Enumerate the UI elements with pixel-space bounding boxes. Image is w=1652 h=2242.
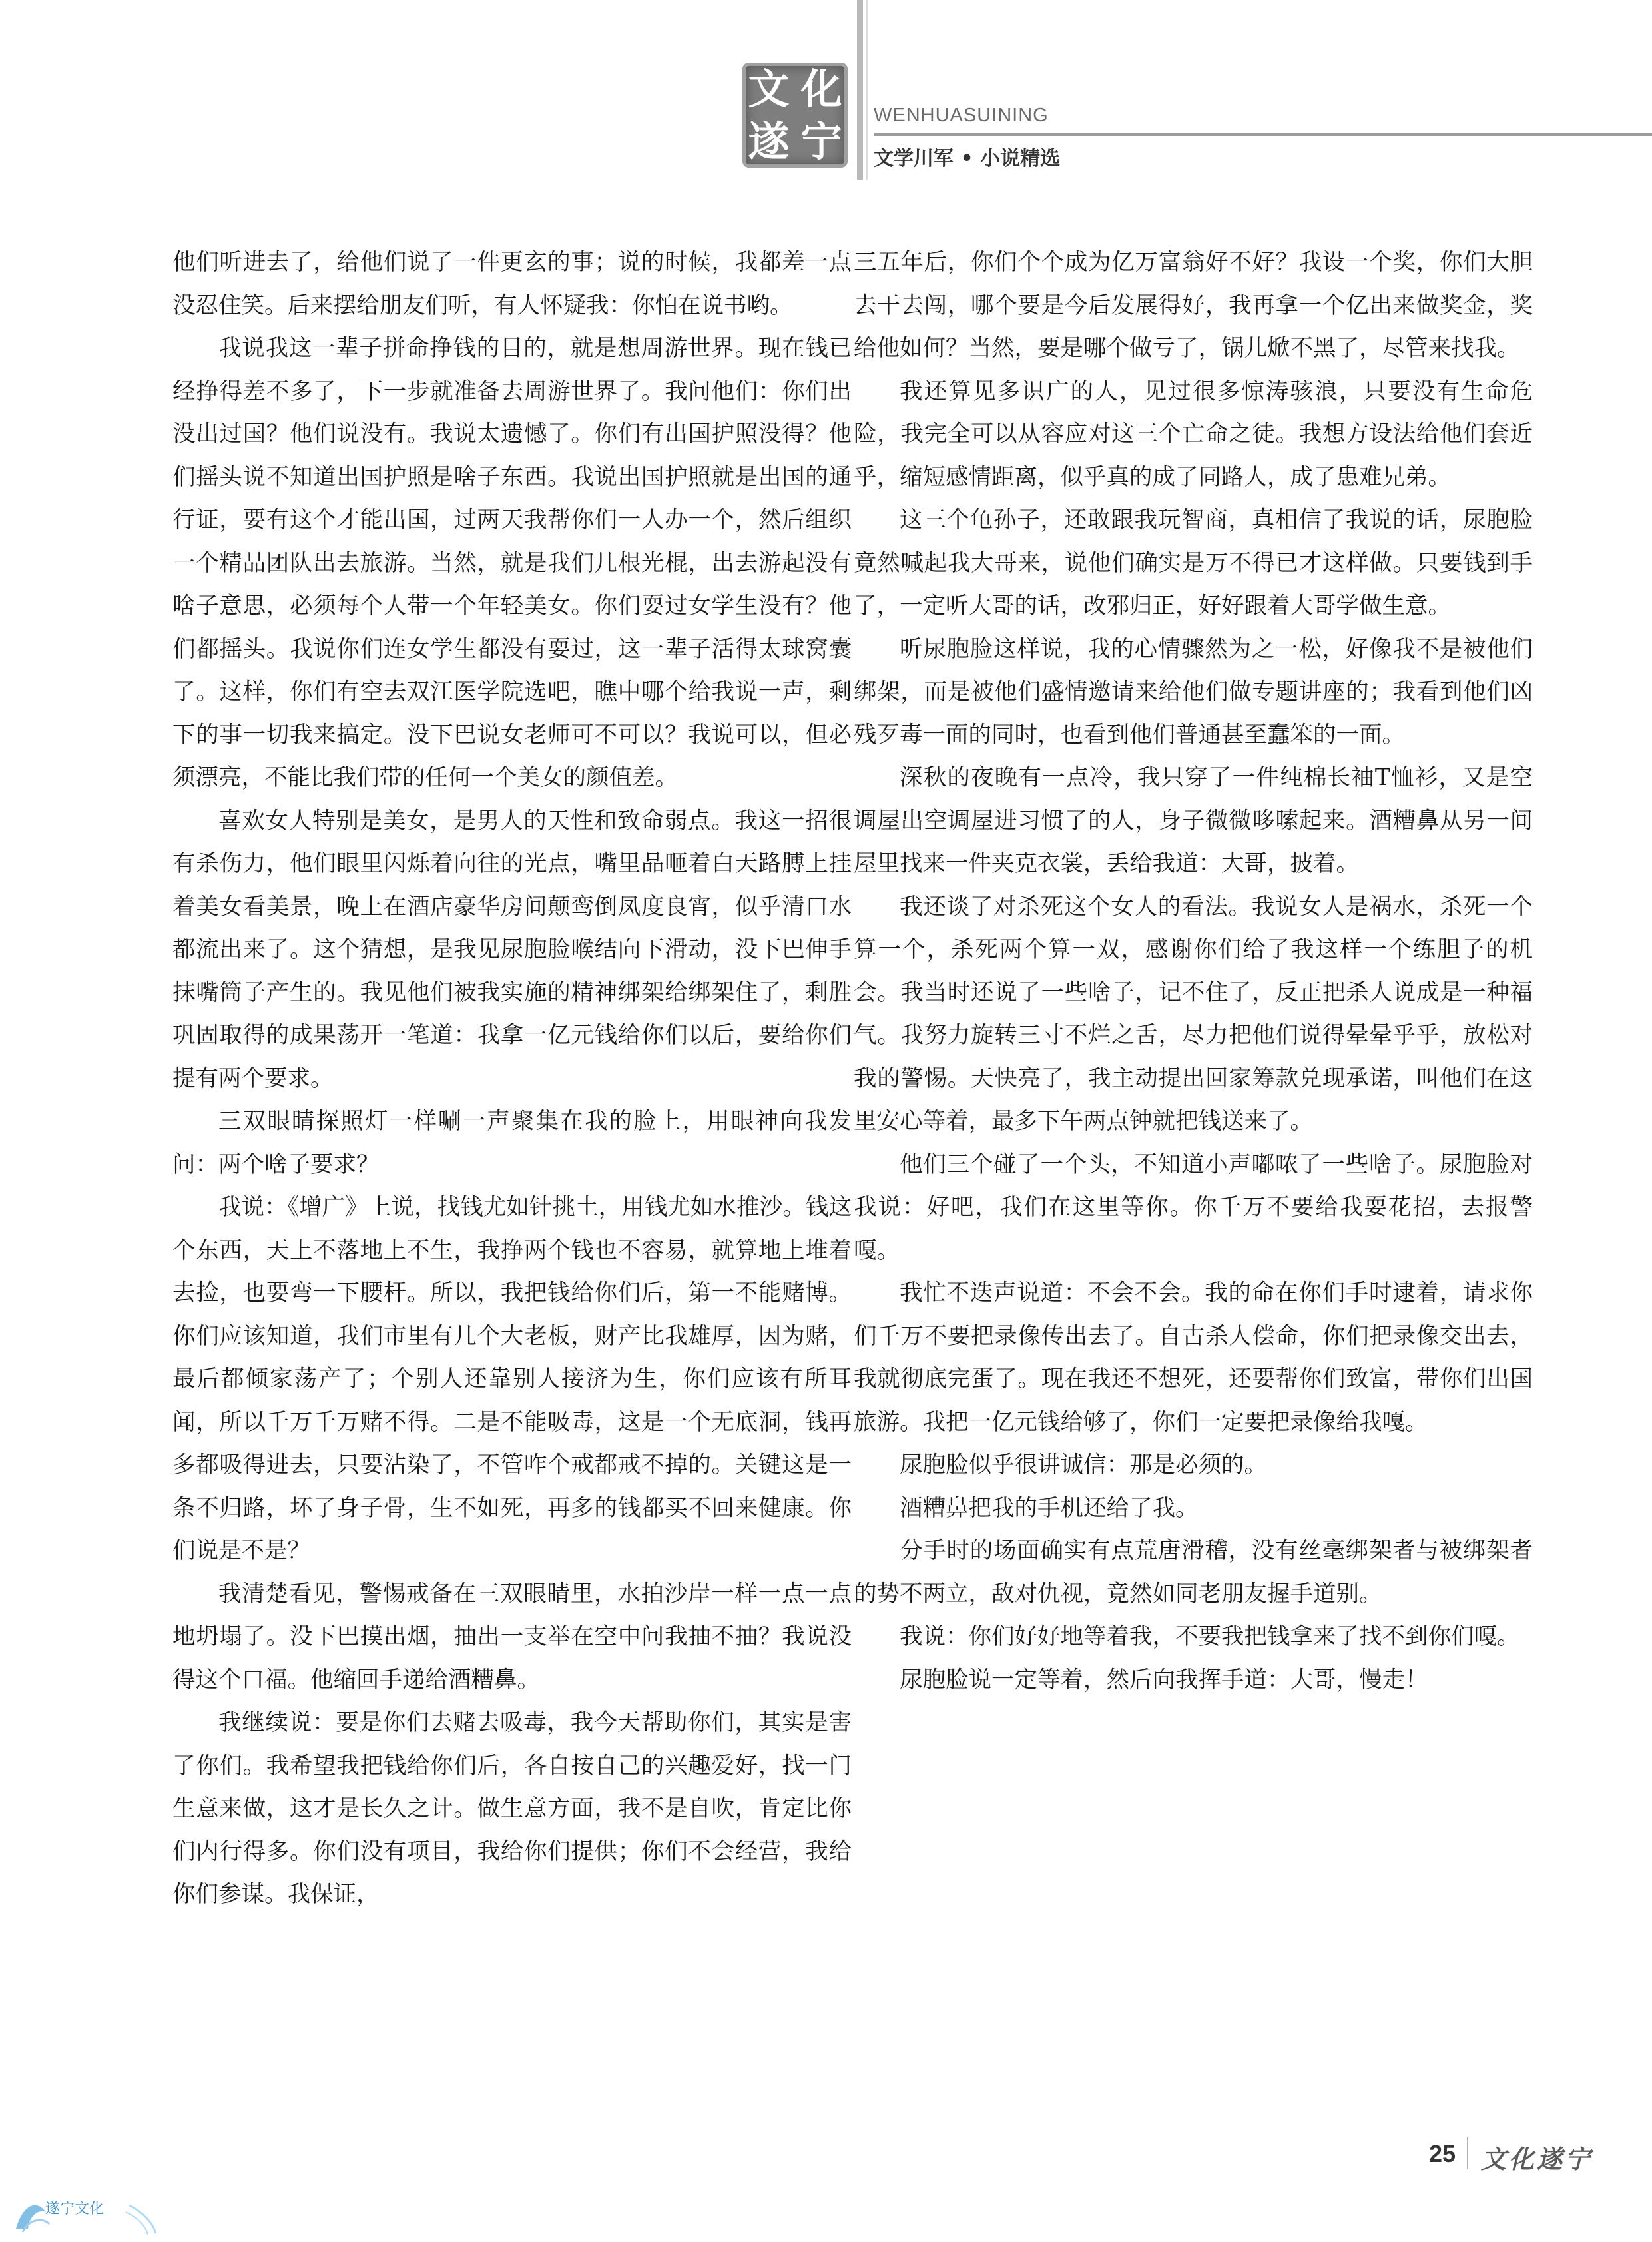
paragraph: 我清楚看见，警惕戒备在三双眼睛里，水拍沙岸一样一点一点地坍塌了。没下巴摸出烟，抽出一支举在空中问我抽不抽？我说没得这个口福。他缩回手递给酒糟鼻。 [172,1580,852,1693]
logo-char: 化 [800,65,842,113]
left-column [172,241,852,1916]
paragraph: 尿胞脸说一定等着，然后向我挥手道：大哥，慢走！ [900,1666,1428,1693]
footer-divider [1467,2137,1468,2169]
paragraph: 他们三个碰了一个头，不知道小声嘟哝了一些啥子。尿胞脸对我说：好吧，我们在这里等你。你千万不要给我耍花招，去报警嘎。 [854,1151,1533,1264]
logo-char: 文 [748,65,790,113]
footer-brand: 文化遂宁 [1481,2144,1593,2174]
page-number: 25 [1429,2140,1456,2167]
watermark-text: 遂宁文化 [45,2201,105,2217]
paragraph: 我还谈了对杀死这个女人的看法。我说女人是祸水，杀死一个算一个，杀死两个算一双，感谢你们给了我这样一个练胆子的机会。我当时还说了一些啥子，记不住了，反正把杀人说成是一种福气。我努力旋转三寸不烂之舌，尽力把他们说得晕晕乎乎，放松对我的警惕。天快亮了，我主动提出回家筹款兑现承诺，叫他们在这里安心等着，最多下午两点钟就把钱送来了。 [854,893,1533,1135]
logo-seal [742,63,848,168]
paragraph: 我说：《增广》上说，找钱尤如针挑土，用钱尤如水推沙。钱这个东西，天上不落地上不生，我挣两个钱也不容易，就算地上堆着去捡，也要弯一下腰杆。所以，我把钱给你们后，第一不能赌博。你们应该知道，我们市里有几个大老板，财产比我雄厚，因为赌，最后都倾家荡产了；个别人还靠别人接济为生，你们应该有所耳闻，所以千万千万赌不得。二是不能吸毒，这是一个无底洞，钱再多都吸得进去，只要沾染了，不管咋个戒都戒不掉的。关键这是一条不归路，坏了身子骨，生不如死，再多的钱都买不回来健康。你们说是不是？ [172,1194,852,1564]
header-title-en: WENHUASUINING [874,105,1049,126]
paragraph: 我说我这一辈子拼命挣钱的目的，就是想周游世界。现在钱已经挣得差不多了，下一步就准备去周游世界了。我问他们：你们出没出过国？他们说没有。我说太遗憾了。你们有出国护照没得？他们摇头说不知道出国护照是啥子东西。我说出国护照就是出国的通行证，要有这个才能出国，过两天我帮你们一人办一个，然后组织一个精品团队出去旅游。当然，就是我们几根光棍，出去游起没有啥子意思，必须每个人带一个年轻美女。你们耍过女学生没有？他们都摇头。我说你们连女学生都没有耍过，这一辈子活得太球窝囊了。这样，你们有空去双江医学院选吧，瞧中哪个给我说一声，剩下的事一切我来搞定。没下巴说女老师可不可以？我说可以，但必须漂亮，不能比我们带的任何一个美女的颜值差。 [172,335,852,791]
paragraph: 三双眼睛探照灯一样唰一声聚集在我的脸上，用眼神向我发问：两个啥子要求？ [172,1108,852,1178]
section-label: 文学川军 • 小说精选 [874,147,1061,170]
logo-char: 宁 [800,117,842,166]
paragraph: 我说：你们好好地等着我，不要我把钱拿来了找不到你们嘎。 [900,1623,1520,1650]
paragraph: 我忙不迭声说道：不会不会。我的命在你们手时逮着，请求你们千万不要把录像传出去了。自古杀人偿命，你们把录像交出去，我就彻底完蛋了。现在我还不想死，还要帮你们致富，带你们出国旅游。我把一亿元钱给够了，你们一定要把录像给我嘎。 [854,1280,1533,1436]
paragraph: 分手时的场面确实有点荒唐滑稽，没有丝毫绑架者与被绑架者的势不两立，敌对仇视，竟然如同老朋友握手道别。 [854,1538,1533,1607]
header-vertical-rule [857,0,863,180]
paragraph: 深秋的夜晚有一点冷，我只穿了一件纯棉长袖T恤衫，又是空调屋出空调屋进习惯了的人，身子微微哆嗦起来。酒糟鼻从另一间屋里找来一件夹克衣裳，丢给我道：大哥，披着。 [854,764,1533,877]
logo-char: 遂 [748,117,790,166]
paragraph: 三五年后，你们个个成为亿万富翁好不好？我设一个奖，你们大胆去干去闯，哪个要是今后发展得好，我再拿一个亿出来做奖金，奖给他如何？当然，要是哪个做亏了，锅儿焮不黑了，尽管来找我。 [854,249,1533,362]
paragraph: 听尿胞脸这样说，我的心情骤然为之一松，好像我不是被他们绑架，而是被他们盛情邀请来给他们做专题讲座的；我看到他们凶残歹毒一面的同时，也看到他们普通甚至蠢笨的一面。 [854,635,1533,748]
header-divider [874,133,1652,136]
paragraph: 这三个龟孙子，还敢跟我玩智商，真相信了我说的话，尿胞脸竟然喊起我大哥来，说他们确实是万不得已才这样做。只要钱到手了，一定听大哥的话，改邪归正，好好跟着大哥学做生意。 [854,507,1533,619]
paragraph: 我继续说：要是你们去赌去吸毒，我今天帮助你们，其实是害了你们。我希望我把钱给你们后，各自按自己的兴趣爱好，找一门生意来做，这才是长久之计。做生意方面，我不是自吹，肯定比你们内行得多。你们没有项目，我给你们提供；你们不会经营，我给你们参谋。我保证， [172,1709,852,1908]
paragraph: 酒糟鼻把我的手机还给了我。 [900,1494,1199,1522]
header-vertical-rule-thin [866,0,868,180]
paragraph: 喜欢女人特别是美女，是男人的天性和致命弱点。我这一招很有杀伤力，他们眼里闪烁着向往的光点，嘴里品咂着白天路膊上挂着美女看美景，晚上在酒店豪华房间颠鸾倒凤度良宵，似乎清口水都流出来了。这个猜想，是我见尿胞脸喉结向下滑动，没下巴伸手抹嘴筒子产生的。我见他们被我实施的精神绑架给绑架住了，剩胜巩固取得的成果荡开一笔道：我拿一亿元钱给你们以后，要给你们提有两个要求。 [172,807,852,1092]
paragraph: 他们听进去了，给他们说了一件更玄的事；说的时候，我都差一点没忍住笑。后来摆给朋友们听，有人怀疑我：你怕在说书哟。 [172,249,852,319]
paragraph: 尿胞脸似乎很讲诚信：那是必须的。 [900,1452,1267,1478]
right-column [854,241,1533,1701]
paragraph: 我还算见多识广的人，见过很多惊涛骇浪，只要没有生命危险，我完全可以从容应对这三个亡命之徒。我想方设法给他们套近乎，缩短感情距离，似乎真的成了同路人，成了患难兄弟。 [854,378,1533,491]
